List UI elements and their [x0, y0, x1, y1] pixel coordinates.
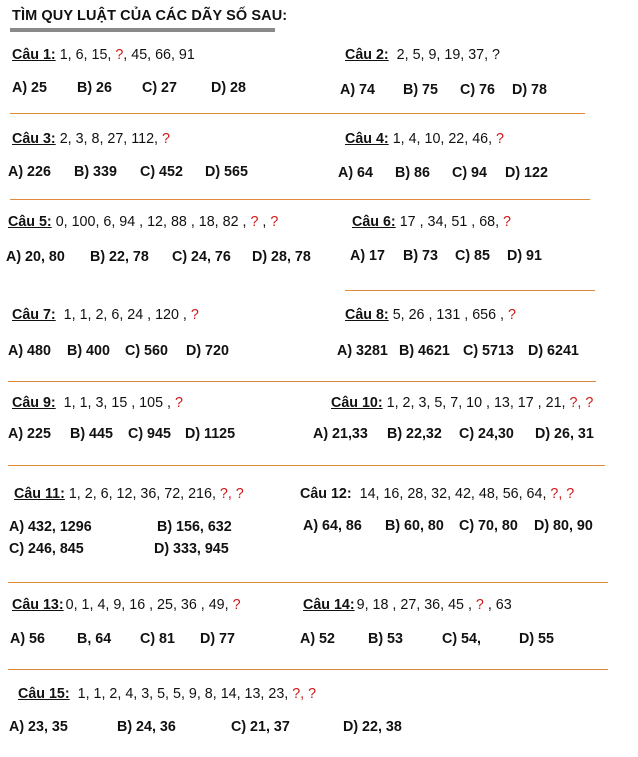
- answer-option[interactable]: D) 28, 78: [252, 249, 311, 265]
- separator: [8, 669, 608, 670]
- answer-option[interactable]: D) 55: [519, 631, 554, 647]
- separator: [8, 465, 605, 466]
- question-label: Câu 11:: [14, 486, 65, 502]
- answer-option[interactable]: A) 20, 80: [6, 249, 65, 265]
- separator: [10, 113, 585, 114]
- sequence: 1, 2, 6, 12, 36, 72, 216, ?, ?: [68, 486, 244, 502]
- answer-option[interactable]: C) 24, 76: [172, 249, 231, 265]
- separator: [8, 381, 596, 382]
- answer-option[interactable]: C) 5713: [463, 343, 514, 359]
- answer-option[interactable]: A) 3281: [337, 343, 388, 359]
- question-label: Câu 2:: [345, 47, 389, 63]
- sequence: 1, 1, 2, 4, 3, 5, 5, 9, 8, 14, 13, 23, ?, ?: [73, 686, 317, 702]
- question-label: Câu 6:: [352, 214, 396, 230]
- answer-option[interactable]: B) 156, 632: [157, 519, 232, 535]
- sequence: 5, 26 , 131 , 656 , ?: [392, 307, 516, 323]
- answer-option[interactable]: A) 225: [8, 426, 51, 442]
- answer-option[interactable]: B) 60, 80: [385, 518, 444, 534]
- sequence: 1, 1, 3, 15 , 105 , ?: [59, 395, 183, 411]
- answer-option[interactable]: A) 74: [340, 82, 375, 98]
- sequence: 1, 2, 3, 5, 7, 10 , 13, 17 , 21, ?, ?: [386, 395, 594, 411]
- answer-option[interactable]: D) 28: [211, 80, 246, 96]
- answer-option[interactable]: C) 945: [128, 426, 171, 442]
- sequence: 0, 100, 6, 94 , 12, 88 , 18, 82 , ? , ?: [55, 214, 279, 230]
- answer-option[interactable]: A) 52: [300, 631, 335, 647]
- question-5: [8, 214, 278, 230]
- sequence: 2, 3, 8, 27, 112, ?: [59, 131, 170, 147]
- answer-option[interactable]: B) 22,32: [387, 426, 442, 442]
- answer-option[interactable]: B) 24, 36: [117, 719, 176, 735]
- title-underline: [10, 28, 275, 32]
- question-2: [345, 47, 500, 63]
- answer-option[interactable]: A) 480: [8, 343, 51, 359]
- answer-option[interactable]: A) 64: [338, 165, 373, 181]
- separator: [345, 290, 595, 291]
- question-10: [331, 395, 593, 411]
- sequence: 0, 1, 4, 9, 16 , 25, 36 , 49, ?: [65, 597, 241, 613]
- answer-option[interactable]: A) 56: [10, 631, 45, 647]
- answer-option[interactable]: C) 24,30: [459, 426, 514, 442]
- question-1: [12, 47, 195, 63]
- question-label: Câu 12:: [300, 486, 352, 502]
- question-13: [12, 597, 241, 613]
- question-4: [345, 131, 504, 147]
- sequence: 17 , 34, 51 , 68, ?: [399, 214, 511, 230]
- question-14: [303, 597, 512, 613]
- answer-option[interactable]: D) 77: [200, 631, 235, 647]
- question-8: [345, 307, 516, 323]
- answer-option[interactable]: C) 27: [142, 80, 177, 96]
- question-label: Câu 15:: [18, 686, 70, 702]
- answer-option[interactable]: D) 91: [507, 248, 542, 264]
- question-15: [18, 686, 316, 702]
- separator: [10, 199, 590, 200]
- answer-option[interactable]: D) 22, 38: [343, 719, 402, 735]
- answer-option[interactable]: B) 73: [403, 248, 438, 264]
- answer-option[interactable]: B) 75: [403, 82, 438, 98]
- answer-option[interactable]: B) 86: [395, 165, 430, 181]
- answer-option[interactable]: A) 17: [350, 248, 385, 264]
- answer-option[interactable]: C) 94: [452, 165, 487, 181]
- answer-option[interactable]: D) 80, 90: [534, 518, 593, 534]
- sequence: 9, 18 , 27, 36, 45 , ? , 63: [356, 597, 512, 613]
- answer-option[interactable]: B) 445: [70, 426, 113, 442]
- answer-option[interactable]: B) 22, 78: [90, 249, 149, 265]
- sequence: 14, 16, 28, 32, 42, 48, 56, 64, ?, ?: [355, 486, 575, 502]
- answer-option[interactable]: C) 560: [125, 343, 168, 359]
- answer-option[interactable]: C) 452: [140, 164, 183, 180]
- question-label: Câu 4:: [345, 131, 389, 147]
- answer-option[interactable]: B) 26: [77, 80, 112, 96]
- answer-option[interactable]: B) 4621: [399, 343, 450, 359]
- answer-option[interactable]: D) 122: [505, 165, 548, 181]
- question-label: Câu 8:: [345, 307, 389, 323]
- answer-option[interactable]: A) 226: [8, 164, 51, 180]
- answer-option[interactable]: D) 6241: [528, 343, 579, 359]
- answer-option[interactable]: B) 53: [368, 631, 403, 647]
- page-title: TÌM QUY LUẬT CỦA CÁC DÃY SỐ SAU:: [12, 8, 288, 24]
- answer-option[interactable]: C) 85: [455, 248, 490, 264]
- question-label: Câu 5:: [8, 214, 52, 230]
- answer-option[interactable]: C) 70, 80: [459, 518, 518, 534]
- question-label: Câu 13:: [12, 597, 64, 613]
- sequence: 1, 1, 2, 6, 24 , 120 , ?: [59, 307, 199, 323]
- question-label: Câu 1:: [12, 47, 56, 63]
- question-label: Câu 10:: [331, 395, 383, 411]
- question-label: Câu 14:: [303, 597, 355, 613]
- answer-option[interactable]: D) 333, 945: [154, 541, 229, 557]
- answer-option[interactable]: D) 720: [186, 343, 229, 359]
- question-label: Câu 9:: [12, 395, 56, 411]
- answer-option[interactable]: B, 64: [77, 631, 112, 647]
- sequence: 1, 6, 15, ?, 45, 66, 91: [59, 47, 195, 63]
- answer-option[interactable]: A) 23, 35: [9, 719, 68, 735]
- sequence: 2, 5, 9, 19, 37, ?: [392, 47, 501, 63]
- answer-option[interactable]: C) 246, 845: [9, 541, 84, 557]
- question-7: [12, 307, 199, 323]
- answer-option[interactable]: C) 76: [460, 82, 495, 98]
- answer-option[interactable]: A) 25: [12, 80, 47, 96]
- answer-option[interactable]: D) 26, 31: [535, 426, 594, 442]
- answer-option[interactable]: A) 64, 86: [303, 518, 362, 534]
- answer-option[interactable]: B) 400: [67, 343, 110, 359]
- answer-option[interactable]: B) 339: [74, 164, 117, 180]
- answer-option[interactable]: A) 21,33: [313, 426, 368, 442]
- answer-option[interactable]: C) 21, 37: [231, 719, 290, 735]
- answer-option[interactable]: D) 565: [205, 164, 248, 180]
- question-label: Câu 7:: [12, 307, 56, 323]
- sequence: 1, 4, 10, 22, 46, ?: [392, 131, 504, 147]
- question-3: [12, 131, 170, 147]
- answer-option[interactable]: D) 78: [512, 82, 547, 98]
- answer-option[interactable]: D) 1125: [185, 426, 236, 442]
- separator: [8, 582, 608, 583]
- question-12: [300, 486, 574, 502]
- question-9: [12, 395, 183, 411]
- question-6: [352, 214, 511, 230]
- answer-option[interactable]: C) 81: [140, 631, 175, 647]
- answer-option[interactable]: A) 432, 1296: [9, 519, 92, 535]
- question-11: [14, 486, 244, 502]
- question-label: Câu 3:: [12, 131, 56, 147]
- answer-option[interactable]: C) 54,: [442, 631, 481, 647]
